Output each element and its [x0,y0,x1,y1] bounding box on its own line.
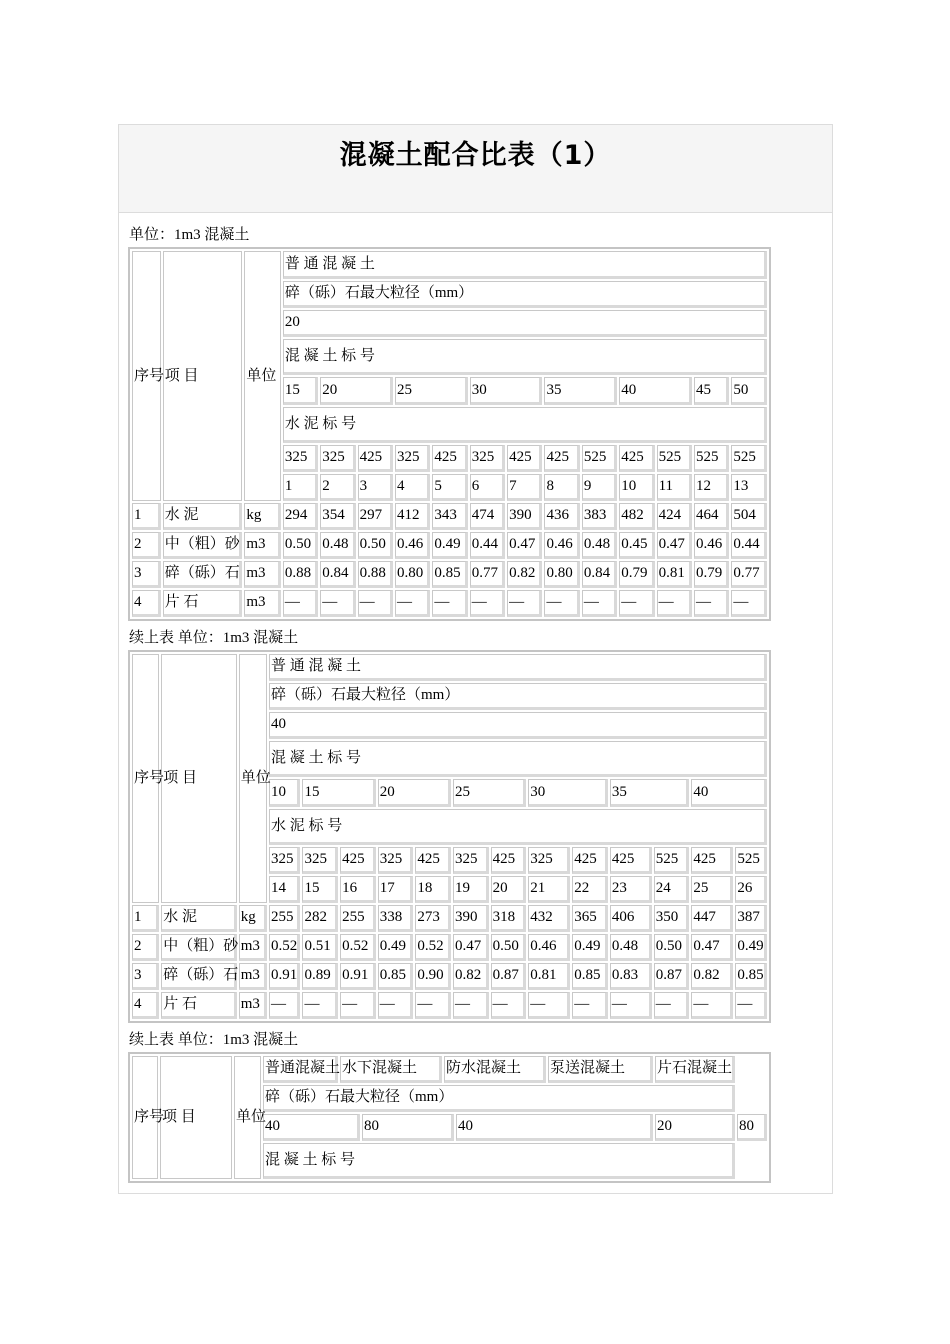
cement-grade-cell: 525 [735,847,767,874]
page-title: 混凝土配合比表（1） [339,140,612,171]
cement-grade-cell: 525 [654,847,690,874]
aggregate-size-header: 碎（砾）石最大粒径（mm） [269,683,767,710]
cement-grade-cell: 325 [283,445,318,472]
table3-caption: 续上表 单位：1m3 混凝土 [129,1032,299,1048]
value-cell: 0.49 [432,532,467,559]
value-cell: — [358,590,393,617]
value-cell: 0.52 [415,934,451,961]
column-number-cell: 10 [619,474,654,501]
value-cell: 482 [619,503,654,530]
value-cell: 0.48 [610,934,652,961]
aggregate-size-cell: 40 [263,1114,360,1141]
value-cell: — [610,992,652,1019]
value-cell: 387 [735,905,767,932]
concrete-type-cell: 水下混凝土 [340,1056,442,1083]
value-cell: 0.45 [619,532,654,559]
grade-cell: 10 [269,779,300,807]
value-cell: 464 [694,503,729,530]
value-cell: 0.82 [507,561,542,588]
cement-grade-cell: 425 [340,847,376,874]
value-cell: 0.52 [340,934,376,961]
value-cell: 432 [528,905,570,932]
value-cell: 0.48 [320,532,355,559]
cement-grade-cell: 325 [395,445,430,472]
row-unit: m3 [244,532,280,559]
value-cell: — [528,992,570,1019]
cement-grade-cell: 325 [320,445,355,472]
value-cell: 0.84 [582,561,617,588]
cement-grade-cell: 325 [528,847,570,874]
value-cell: — [619,590,654,617]
concrete-type-cell: 片石混凝土 [655,1056,735,1083]
column-number-cell: 19 [453,876,489,903]
aggregate-size-cell: 20 [655,1114,735,1141]
column-number-cell: 21 [528,876,570,903]
value-cell: — [283,590,318,617]
value-cell: 0.91 [340,963,376,990]
cement-grade-cell: 425 [544,445,579,472]
value-cell: — [432,590,467,617]
value-cell: — [735,992,767,1019]
value-cell: 0.46 [395,532,430,559]
value-cell: — [691,992,733,1019]
value-cell: — [491,992,527,1019]
value-cell: 412 [395,503,430,530]
column-number-cell: 7 [507,474,542,501]
concrete-type-cell: 普通混凝土 [263,1056,338,1083]
value-cell: — [395,590,430,617]
row-item: 碎（砾）石 [163,561,243,588]
row-item: 片 石 [163,590,243,617]
row-number: 1 [132,503,161,530]
value-cell: 0.44 [470,532,505,559]
value-cell: — [507,590,542,617]
value-cell: 0.46 [544,532,579,559]
grade-cell: 40 [619,377,692,405]
concrete-grade-header: 混 凝 土 标 号 [269,741,767,777]
aggregate-size-header: 碎（砾）石最大粒径（mm） [283,281,767,308]
value-cell: 338 [378,905,414,932]
row-number: 2 [132,532,161,559]
value-cell: 0.82 [691,963,733,990]
value-cell: 294 [283,503,318,530]
column-number-cell: 4 [395,474,430,501]
unit-header: 单位 [234,1056,261,1179]
grade-cell: 30 [470,377,543,405]
table1-caption: 单位：1m3 混凝土 [129,227,250,243]
value-cell: 350 [654,905,690,932]
value-cell: — [415,992,451,1019]
concrete-type-cell: 防水混凝土 [444,1056,546,1083]
value-cell: 0.49 [735,934,767,961]
seq-header: 序号 [132,251,161,501]
column-number-cell: 6 [470,474,505,501]
row-number: 4 [132,590,161,617]
value-cell: 447 [691,905,733,932]
row-unit: kg [239,905,267,932]
value-cell: 0.85 [572,963,608,990]
aggregate-size-value: 40 [269,712,767,739]
value-cell: 0.81 [528,963,570,990]
value-cell: 0.47 [691,934,733,961]
value-cell: 0.50 [283,532,318,559]
cement-grade-cell: 325 [302,847,338,874]
row-unit: kg [244,503,280,530]
value-cell: 436 [544,503,579,530]
row-item: 碎（砾）石 [161,963,236,990]
cement-grade-cell: 425 [358,445,393,472]
column-number-cell: 1 [283,474,318,501]
item-header: 项 目 [163,251,243,501]
item-header: 项 目 [161,654,236,903]
row-number: 2 [132,934,159,961]
cement-grade-cell: 525 [657,445,692,472]
row-number: 3 [132,561,161,588]
row-item: 水 泥 [163,503,243,530]
value-cell: 0.87 [491,963,527,990]
value-cell: 0.77 [731,561,767,588]
column-number-cell: 2 [320,474,355,501]
value-cell: 0.85 [735,963,767,990]
value-cell: — [544,590,579,617]
value-cell: 297 [358,503,393,530]
row-number: 1 [132,905,159,932]
table-row [132,503,767,530]
row-number: 4 [132,992,159,1019]
value-cell: 0.49 [378,934,414,961]
column-number-cell: 24 [654,876,690,903]
value-cell: 390 [453,905,489,932]
value-cell: — [269,992,300,1019]
value-cell: 504 [731,503,767,530]
value-cell: 406 [610,905,652,932]
cement-grade-header: 水 泥 标 号 [283,407,767,443]
cement-grade-cell: 425 [415,847,451,874]
value-cell: — [340,992,376,1019]
value-cell: 273 [415,905,451,932]
grade-cell: 15 [283,377,318,405]
grade-cell: 45 [694,377,729,405]
row-number: 3 [132,963,159,990]
value-cell: — [731,590,767,617]
column-number-cell: 15 [302,876,338,903]
value-cell: 0.82 [453,963,489,990]
value-cell: 0.47 [453,934,489,961]
value-cell: 0.91 [269,963,300,990]
row-item: 水 泥 [161,905,236,932]
value-cell: — [302,992,338,1019]
cement-grade-cell: 325 [453,847,489,874]
cement-grade-cell: 525 [731,445,767,472]
value-cell: 424 [657,503,692,530]
value-cell: 0.89 [302,963,338,990]
column-number-cell: 18 [415,876,451,903]
aggregate-size-header: 碎（砾）石最大粒径（mm） [263,1085,735,1112]
value-cell: 0.49 [572,934,608,961]
aggregate-size-cell: 40 [456,1114,653,1141]
value-cell: 343 [432,503,467,530]
column-number-cell: 8 [544,474,579,501]
table-row [132,963,767,990]
table-row [132,561,767,588]
aggregate-size-value: 20 [283,310,767,337]
value-cell: — [378,992,414,1019]
grade-cell: 20 [320,377,393,405]
table-row [132,905,767,932]
column-number-cell: 14 [269,876,300,903]
grade-cell: 15 [302,779,375,807]
value-cell: 0.80 [395,561,430,588]
row-item: 中（粗）砂 [161,934,236,961]
row-unit: m3 [244,561,280,588]
column-number-cell: 26 [735,876,767,903]
value-cell: 474 [470,503,505,530]
value-cell: 282 [302,905,338,932]
value-cell: 365 [572,905,608,932]
table-row [132,590,767,617]
value-cell: 383 [582,503,617,530]
unit-header: 单位 [244,251,280,501]
column-number-cell: 11 [657,474,692,501]
row-unit: m3 [239,992,267,1019]
column-number-cell: 3 [358,474,393,501]
unit-header: 单位 [239,654,267,903]
value-cell: 0.79 [694,561,729,588]
seq-header: 序号 [132,1056,158,1179]
cement-grade-cell: 425 [491,847,527,874]
value-cell: — [572,992,608,1019]
cement-grade-cell: 325 [269,847,300,874]
value-cell: 0.77 [470,561,505,588]
column-number-cell: 25 [691,876,733,903]
value-cell: 0.84 [320,561,355,588]
value-cell: 0.47 [657,532,692,559]
grade-cell: 40 [691,779,767,807]
grade-cell: 35 [544,377,617,405]
table2-caption: 续上表 单位：1m3 混凝土 [129,630,299,646]
value-cell: 390 [507,503,542,530]
value-cell: 0.50 [358,532,393,559]
column-number-cell: 12 [694,474,729,501]
row-unit: m3 [239,963,267,990]
column-number-cell: 5 [432,474,467,501]
value-cell: 0.46 [694,532,729,559]
column-number-cell: 9 [582,474,617,501]
value-cell: 0.47 [507,532,542,559]
aggregate-size-cell: 80 [362,1114,454,1141]
value-cell: 0.81 [657,561,692,588]
value-cell: 0.83 [610,963,652,990]
mix-table-2 [128,650,771,1023]
value-cell: 0.51 [302,934,338,961]
cement-grade-header: 水 泥 标 号 [269,809,767,845]
grade-cell: 20 [378,779,451,807]
value-cell: 0.46 [528,934,570,961]
ordinary-concrete-header: 普 通 混 凝 土 [283,251,767,279]
grade-cell: 25 [453,779,526,807]
value-cell: 255 [269,905,300,932]
table-row [132,934,767,961]
value-cell: 0.48 [582,532,617,559]
table-row [132,532,767,559]
seq-header: 序号 [132,654,159,903]
value-cell: — [320,590,355,617]
value-cell: 255 [340,905,376,932]
grade-cell: 50 [731,377,767,405]
value-cell: 0.87 [654,963,690,990]
value-cell: 0.90 [415,963,451,990]
value-cell: 0.50 [491,934,527,961]
column-number-cell: 16 [340,876,376,903]
value-cell: 0.50 [654,934,690,961]
value-cell: 0.52 [269,934,300,961]
column-number-cell: 20 [491,876,527,903]
value-cell: 0.85 [378,963,414,990]
column-number-cell: 13 [731,474,767,501]
value-cell: 0.80 [544,561,579,588]
ordinary-concrete-header: 普 通 混 凝 土 [269,654,767,681]
row-item: 中（粗）砂 [163,532,243,559]
value-cell: 0.88 [358,561,393,588]
value-cell: — [470,590,505,617]
concrete-grade-header: 混 凝 土 标 号 [283,339,767,375]
cement-grade-cell: 425 [432,445,467,472]
cement-grade-cell: 425 [610,847,652,874]
value-cell: 354 [320,503,355,530]
mix-table-3 [128,1052,771,1183]
cement-grade-cell: 325 [470,445,505,472]
grade-cell: 35 [610,779,690,807]
grade-cell: 25 [395,377,468,405]
value-cell: 0.88 [283,561,318,588]
table-row [132,992,767,1019]
cement-grade-cell: 525 [694,445,729,472]
cement-grade-cell: 425 [619,445,654,472]
row-item: 片 石 [161,992,236,1019]
concrete-type-cell: 泵送混凝土 [548,1056,653,1083]
value-cell: 318 [491,905,527,932]
cement-grade-cell: 425 [507,445,542,472]
value-cell: — [654,992,690,1019]
column-number-cell: 23 [610,876,652,903]
value-cell: 0.85 [432,561,467,588]
cement-grade-cell: 425 [572,847,608,874]
mix-table-1 [128,247,771,621]
value-cell: — [657,590,692,617]
column-number-cell: 22 [572,876,608,903]
value-cell: 0.44 [731,532,767,559]
value-cell: — [453,992,489,1019]
title-bar [119,125,832,213]
document-page [118,124,833,1194]
cement-grade-cell: 525 [582,445,617,472]
grade-cell: 30 [528,779,608,807]
value-cell: — [694,590,729,617]
value-cell: 0.79 [619,561,654,588]
row-unit: m3 [244,590,280,617]
concrete-grade-header: 混 凝 土 标 号 [263,1143,735,1179]
column-number-cell: 17 [378,876,414,903]
row-unit: m3 [239,934,267,961]
value-cell: — [582,590,617,617]
cement-grade-cell: 325 [378,847,414,874]
aggregate-size-cell: 80 [737,1114,767,1141]
item-header: 项 目 [160,1056,232,1179]
cement-grade-cell: 425 [691,847,733,874]
